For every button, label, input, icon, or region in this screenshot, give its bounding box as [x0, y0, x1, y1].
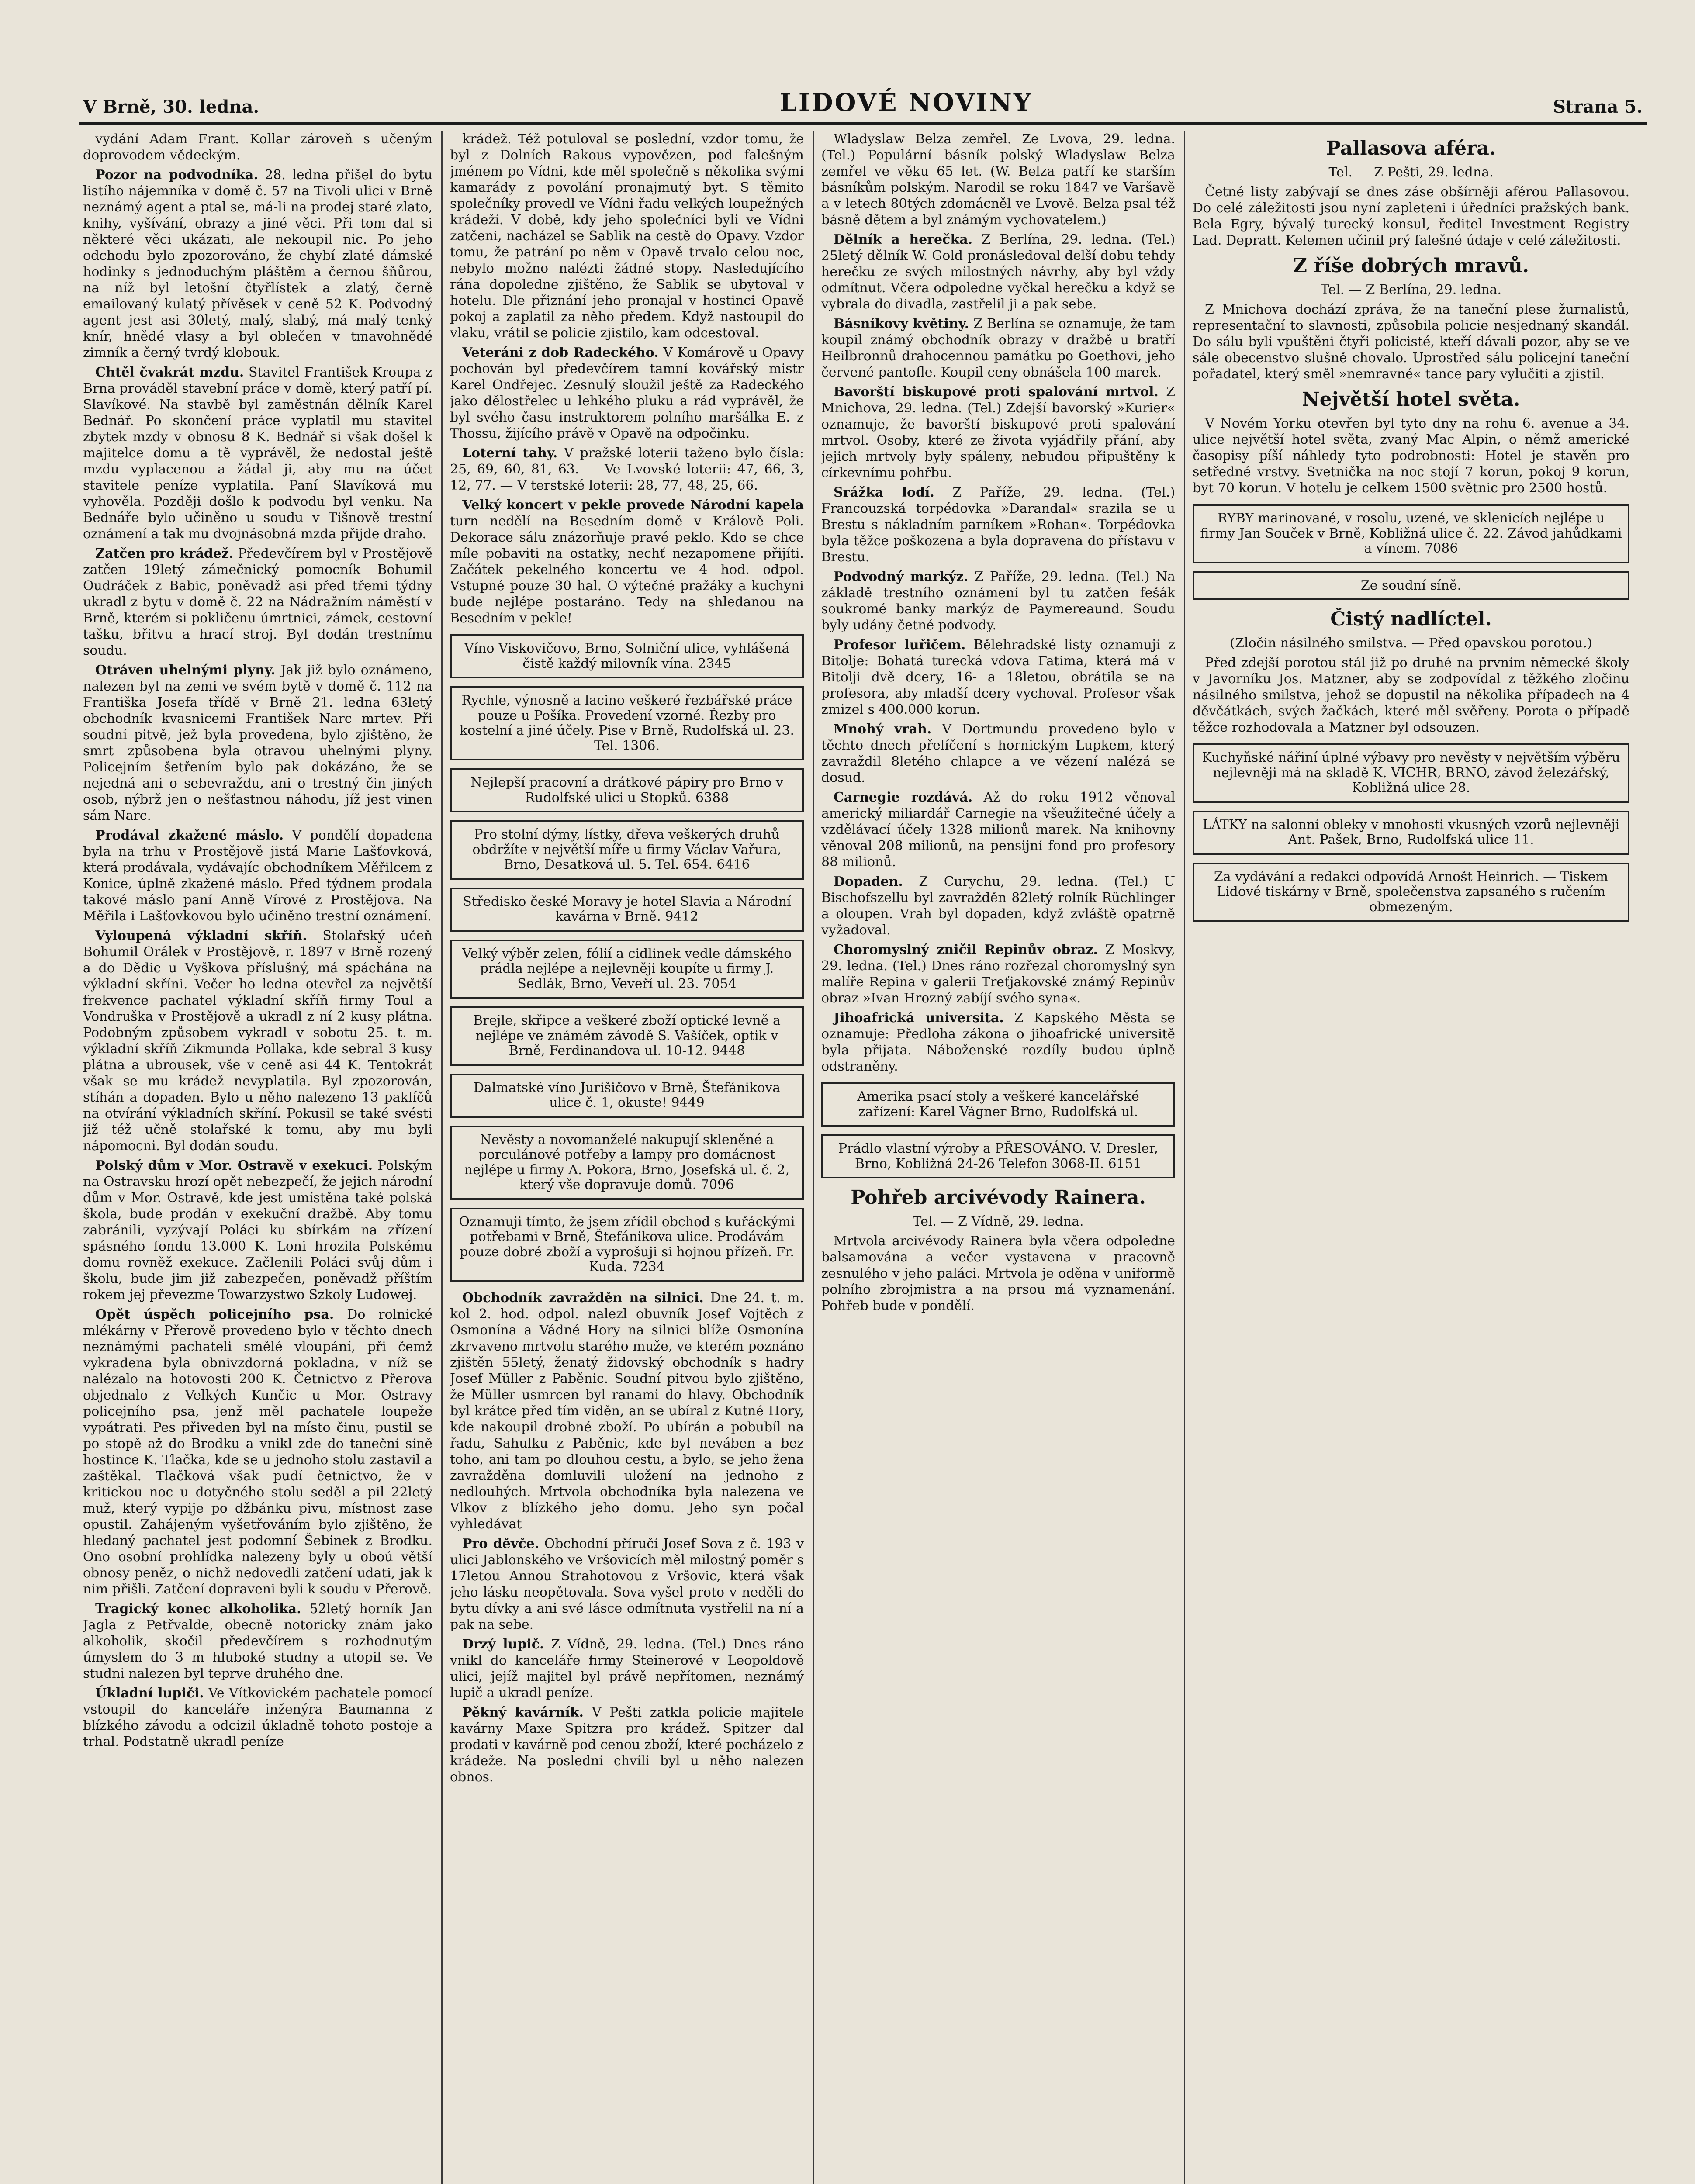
dateline: Tel. — Z Berlína, 29. ledna. [1320, 282, 1502, 297]
article-heading: Mnohý vrah. [834, 722, 932, 737]
masthead-date: V Brně, 30. ledna. [83, 97, 259, 117]
article-paragraph: Dělník a herečka. Z Berlína, 29. ledna. (Tel.) 25letý dělník W. Gold pronásledoval delší dobu tehdy herečku ze svých milostných návrhy, aby byl vždy odmítnut. Včera odpoledne vyčkal herečku a když se vybrala do divadla, zastřelil ji a pak sebe. [821, 232, 1175, 312]
article-paragraph: Velký koncert v pekle provede Národní kapela turn nedělí na Besedním domě v Králově Poli. Dekorace sálu znázorňuje pravé peklo. Kdo se chce míle pobaviti na ostatky, nechť nezapomene přijíti. Začátek pekelného koncertu ve 4 hod. odpol. Vstupné pouze 30 hal. O výtečné pražáky a kuchyni bude nejlépe postaráno. Tedy na shledanou na Besedním v pekle! [450, 498, 804, 626]
article-paragraph: Četné listy zabývají se dnes záse obšírněji aférou Pallasovou. Do celé záležitosti jsou nyní zapleteni i úředníci pražských bank. Bela Egry, bývalý turecký konsul, ředitel Investment Registry Lad. Depratt. Kelemen učinil prý falešné údaje v celé záležitosti. [1193, 184, 1629, 248]
column-divider [441, 131, 443, 2184]
advertisement: Víno Viskovičovo, Brno, Solniční ulice, vyhlášená čistě každý milovník vína. 2345 [450, 634, 804, 678]
dateline: Tel. — Z Vídně, 29. ledna. [913, 1214, 1084, 1229]
advertisement: Ze soudní síně. [1193, 571, 1629, 601]
article-paragraph: Mrtvola arcivévody Rainera byla včera odpoledne balsamována a večer vystavena v pracovně zesnulého v jeho paláci. Mrtvola je oděna v uniformě polního zbrojmistra a na prsou má vyznamenání. Pohřeb bude v pondělí. [821, 1234, 1175, 1313]
article-paragraph: Veteráni z dob Radeckého. V Komárově u Opavy pochován byl předevčírem tamní kovářský mistr Karel Ondřejec. Zesnulý sloužil ještě za Radeckého jako dělostřelec u lehkého pluku a rád vyprávěl, že byl svého času instruktorem polního maršálka E. z Thossu, žijícího právě v Opavě na odpočinku. [450, 345, 804, 441]
advertisement: Nevěsty a novomanželé nakupují skleněné a porculánové potřeby a lampy pro domácnost nejlépe u firmy A. Pokora, Brno, Josefská ul. č. 2, který vše dopravuje domů. 7096 [450, 1126, 804, 1200]
advertisement: Oznamuji tímto, že jsem zřídil obchod s kuřáckými potřebami v Brně, Štefánikova ulice. Prodávám pouze dobré zboží a vyprošuji si hojnou přízeň. Fr. Kuda. 7234 [450, 1208, 804, 1282]
article-paragraph: vydání Adam Frant. Kollar zároveň s učeným doprovodem vědeckým. [83, 131, 432, 163]
article-heading: Chtěl čvakrát mzdu. [95, 365, 244, 380]
article-heading: Básníkovy květiny. [834, 316, 969, 332]
article-heading: Úkladní lupiči. [95, 1686, 204, 1701]
article-heading: Vyloupená výkladní skříň. [95, 928, 307, 943]
masthead [83, 86, 1643, 117]
advertisement: Rychle, výnosně a lacino veškeré řezbářské práce pouze u Pošíka. Provedení vzorné. Řezby pro kostelní a jiné účely. Pise v Brně, Rudolfská ul. 23. Tel. 1306. [450, 686, 804, 760]
article-heading: Dělník a herečka. [834, 232, 973, 247]
article-paragraph: Opět úspěch policejního psa. Do rolnické mlékárny v Přerově provedeno bylo v těchto dnech neznámými pachateli smělé vloupání, při čemž vykradena byla obnivzdorná pokladna, v níž se nalézalo na hotovosti 200 K. Četnictvo z Přerova objednalo z Velkých Kunčic u Mor. Ostravy policejního psa, jenž měl pachatele loupeže vypátrati. Pes přiveden byl na místo činu, pustil se po stopě až do Brodku a vnikl zde do taneční síně hostince K. Tlačka, kde se u jednoho stolu zastavil a zaštěkal. Tlačková však pudí četnictvo, že v kritickou noc u dotyčného stolu seděl a pil 22letý muž, který vypije po džbánku pivu, místnost zase opustil. Zahájeným vyšetřováním bylo zjištěno, že hledaný pachatel jest podomní Šebinek z Brodku. Ono osobní prohlídka nalezeny byly u oboú větší obnosy peněz, o nichž nedovedli zatčení udati, jak k nim přišli. Zatčení dopraveni byli k soudu v Přerově. [83, 1307, 432, 1597]
dateline: Tel. — Z Pešti, 29. ledna. [1328, 165, 1494, 180]
imprint: Za vydávání a redakci odpovídá Arnošt Heinrich. — Tiskem Lidové tiskárny v Brně, společenstva zapsaného s ručením obmezeným. [1193, 863, 1629, 922]
article-paragraph: Carnegie rozdává. Až do roku 1912 věnoval americký miliardář Carnegie na všeužitečné účely a vzdělávací účely 1328 milionů marek. Na knihovny věnoval 208 milionů, na pensijní fond pro profesory 88 milionů. [821, 790, 1175, 870]
article-heading: Pro děvče. [462, 1536, 540, 1552]
article-heading: Otráven uhelnými plyny. [95, 663, 276, 678]
article-paragraph: Drzý lupič. Z Vídně, 29. ledna. (Tel.) Dnes ráno vnikl do kanceláře firmy Steinerové v Leopoldově ulici, jejíž majitel byl právě nepřítomen, neznámý lupič a ukradl peníze. [450, 1636, 804, 1700]
article-heading: Pěkný kavárník. [462, 1704, 584, 1720]
article-paragraph: Polský dům v Mor. Ostravě v exekuci. Polským na Ostravsku hrozí opět nebezpečí, že jejich národní dům v Mor. Ostravě, kde jest umístěna také polská škola, bude prodán v exekuční dražbě. Aby tomu zabránili, vyzývají Poláci ku sbírkám na zřízení spásného fondu 13.000 K. Loni hrozila Polskému domu rovněž exekuce. Začlenili Poláci svůj dům i školu, bude jim již zabezpečen, poněvadž příštím rokem jej převezme Towarzystwo Szkoly Ludowej. [83, 1158, 432, 1303]
section-heading: Největší hotel světa. [1302, 388, 1520, 411]
article-heading: Jihoafrická universita. [834, 1010, 1004, 1026]
advertisement: Pro stolní dýmy, lístky, dřeva veškerých druhů obdržíte v největší míře u firmy Václav Vařura, Brno, Desatková ul. 5. Tel. 654. 6416 [450, 820, 804, 880]
article-heading: Polský dům v Mor. Ostravě v exekuci. [95, 1158, 373, 1173]
article-paragraph: Pěkný kavárník. V Pešti zatkla policie majitele kavárny Maxe Spitzra pro krádež. Spitzer dal prodati v kavárně pod cenou zboží, které pocházelo z krádeže. Na poslední chvíli byl u něho nalezen obnos. [450, 1704, 804, 1785]
article-heading: Dopaden. [834, 874, 903, 889]
advertisement: Prádlo vlastní výroby a PŘESOVÁNO. V. Dresler, Brno, Kobližná 24-26 Telefon 3068-II. 6151 [821, 1134, 1175, 1178]
advertisement: Amerika psací stoly a veškeré kancelářské zařízení: Karel Vágner Brno, Rudolfská ul. [821, 1082, 1175, 1127]
article-paragraph: Bavorští biskupové proti spalování mrtvol. Z Mnichova, 29. ledna. (Tel.) Zdejší bavorský »Kurier« oznamuje, že bavorští biskupové proti spalování mrtvol. Osoby, které ze života vyjádřily přání, aby jejich mrtvoly byly spáleny, nebudou připuštěny k církevnímu pohřbu. [821, 384, 1175, 480]
article-heading: Drzý lupič. [462, 1636, 544, 1652]
column-1 [83, 131, 432, 2184]
article-paragraph: Jihoafrická universita. Z Kapského Města se oznamuje: Předloha zákona o jihoafrické universitě byla přijata. Náboženské rozdíly budou úplně odstraněny. [821, 1010, 1175, 1074]
column-divider [1184, 131, 1185, 2184]
article-heading: Veteráni z dob Radeckého. [462, 345, 659, 360]
article-paragraph: Prodával zkažené máslo. V pondělí dopadena byla na trhu v Prostějově jistá Marie Lašťovková, která prodávala, vydávajíc obchodníkem Měřilcem z Konice, úplně zkažené máslo. Před týdnem prodala takové máslo paní Anně Vírové z Prostějova. Na Měřila i Lašťovkovou bylo učiněno trestní oznámení. [83, 828, 432, 924]
article-paragraph: Pro děvče. Obchodní příručí Josef Sova z č. 193 v ulici Jablonského ve Vršovicích měl milostný poměr s 17letou Annou Strahotovou z Vršovic, která však jeho lásku neopětovala. Sova vyšel proto v neděli do bytu dívky a ani své lásce odmítnuta vystřelil na ní a pak na sebe. [450, 1536, 804, 1632]
advertisement: LÁTKY na salonní obleky v mnohosti vkusných vzorů nejlevněji Ant. Pašek, Brno, Rudolfská ulice 11. [1193, 811, 1629, 855]
article-heading: Srážka lodí. [834, 485, 934, 500]
article-paragraph: Před zdejší porotou stál již po druhé na prvním německé školy v Javorníku Jos. Matzner, aby se zodpovídal z těžkého zločinu násilného smilstva, jehož se dopustil na několika případech na 4 děvčátkách, svých žačkách, které měl svěřeny. Porota o případě těžce rozhodovala a Matzner byl odsouzen. [1193, 655, 1629, 735]
section-heading: Čistý nadlíctel. [1330, 608, 1492, 630]
article-paragraph: Dopaden. Z Curychu, 29. ledna. (Tel.) U Bischofszellu byl zavražděn 82letý rolník Rüchlinger a oloupen. Vrah byl dopaden, když zvláště opatrně vyžadoval. [821, 874, 1175, 938]
article-heading: Tragický konec alkoholika. [95, 1601, 301, 1617]
article-paragraph: Úkladní lupiči. Ve Vítkovickém pachatele pomocí vstoupil do kanceláře inženýra Baumanna z blízkého závodu a odcizil úkladně tohoto postoje a trhal. Podstatně ukradl peníze [83, 1686, 432, 1749]
article-heading: Pozor na podvodníka. [95, 167, 258, 183]
advertisement: Dalmatské víno Jurišičovo v Brně, Štefánikova ulice č. 1, okuste! 9449 [450, 1074, 804, 1118]
article-paragraph: Chtěl čvakrát mzdu. Stavitel František Kroupa z Brna prováděl stavební práce v domě, který patří pí. Slavíkové. Na stavbě byl zaměstnán dělník Karel Bednář. Po skončení práce vyplatil mu stavitel zbytek mzdy v obnosu 8 K. Bednář si však došel k majitelce domu a tě vyprávěl, že nedostal ještě mzdu vyplacenou a žádal ji, aby mu na účet stavitele peníze vyplatila. Paní Slavíková mu vyhověla. Později došlo k podvodu byl venku. Na Bednáře bylo učiněno u soudu v Tišnově trestní oznámení a tak mu dvojnásobná mzda přijde draho. [83, 365, 432, 542]
column-2 [450, 131, 804, 2184]
article-paragraph: Choromyslný zničil Repinův obraz. Z Moskvy, 29. ledna. (Tel.) Dnes ráno rozřezal choromyslný syn malíře Repina v galerii Treťjakovské známý Repinův obraz »Ivan Hrozný zabíjí svého syna«. [821, 942, 1175, 1006]
article-paragraph: Vyloupená výkladní skříň. Stolařský učeň Bohumil Orálek v Prostějově, r. 1897 v Brně rozený a do Dědic u Vyškova příslušný, má spáchána na výkladní skříni. Večer ho ledna otevřel za největší frekvence pachatel výkladní skříň firmy Toul a Vondruška v Prostějově a ukradl z ní 2 kusy plátna. Podobným způsobem vykradl v sobotu 25. t. m. výkladní skříň Zikmunda Pollaka, kde sebral 3 kusy plátna a ubrousek, vše v ceně asi 44 K. Tentokrát však se mu krádež nevyplatila. Byl zpozorován, stíhán a dopaden. Bylo u něho nalezeno 13 paklíčů na otvírání výkladních skříní. Pokusil se také svésti již též učně stolařské k tomu, aby mu byli nápomocni. Byl dodán soudu. [83, 928, 432, 1154]
article-paragraph: Profesor luřičem. Bělehradské listy oznamují z Bitolje: Bohatá turecká vdova Fatima, která má v Bitolji dvě dcery, 16- a 18letou, obrátila se na profesora, aby mladší dcery vychoval. Profesor však zmizel s 400.000 korun. [821, 637, 1175, 717]
section-heading: Pohřeb arcivévody Rainera. [851, 1186, 1146, 1209]
article-paragraph: Wladyslaw Belza zemřel. Ze Lvova, 29. ledna. (Tel.) Populární básník polský Wladyslaw Belza zemřel ve věku 65 let. (W. Belza patří ke starším básníkům polským. Narodil se roku 1847 ve Varšavě a v letech 80tých zdomácněl ve Lvově. Belza psal též básně dětem a byl známým vychovatelem.) [821, 131, 1175, 228]
article-paragraph: Pozor na podvodníka. 28. ledna přišel do bytu listího nájemníka v domě č. 57 na Tivoli ulici v Brně neznámý agent a ptal se, má-li na prodej staré zlato, knihy, vyšívání, obrazy a jiné věci. Při tom dal si některé věci ukázati, ale nekoupil nic. Po jeho odchodu bylo zpozorováno, že chybí zlaté dámské hodinky s jednoduchým pláštěm a černou šňůrou, na níž byl letošní čtyřlístek a zlatý, černě emailovaný kulatý přívěsek v ceně 52 K. Podvodný agent jest asi 30letý, malý, slabý, má malý tenký knír, hnědé vlasy a byl oblečen v tmavohnědé zimník a černý tvrdý klobouk. [83, 167, 432, 360]
article-paragraph: Z Mnichova dochází zpráva, že na taneční plese žurnalistů, representační to slavnosti, způsobila policie nesjednaný skandál. Do sálu byli vpuštěni čtyři policisté, kteří dávali pozor, aby se ve sále obecenstvo slušně chovalo. Uprostřed sálu policejní taneční pořadatel, který směl »nemravné« tance pary vylučiti a zjistil. [1193, 302, 1629, 382]
section-heading: Pallasova aféra. [1326, 137, 1496, 159]
masthead-rule [79, 122, 1647, 125]
article-heading: Prodával zkažené máslo. [95, 828, 284, 843]
article-heading: Obchodník zavražděn na silnici. [462, 1290, 704, 1306]
article-heading: Bavorští biskupové proti spalování mrtvol. [834, 384, 1159, 400]
article-paragraph: Otráven uhelnými plyny. Jak již bylo oznámeno, nalezen byl na zemi ve svém bytě v domě č. 112 na Františka Josefa třídě v Brně 21. ledna 63letý obchodník kvasnicemi František Narc mrtev. Při soudní pitvě, jež byla provedena, bylo zjištěno, že smrt způsobena byla otravou uhelnými plyny. Policejním šetřením bylo pak dokázáno, že se nejedná ani o sebevraždu, ani o trestný čin jiných osob, nýbrž jen o nešťastnou náhodu, jíž jest vinen sám Narc. [83, 663, 432, 823]
article-heading: Choromyslný zničil Repinův obraz. [834, 942, 1098, 957]
masthead-title: LIDOVÉ NOVINY [779, 88, 1033, 117]
article-paragraph: Podvodný markýz. Z Paříže, 29. ledna. (Tel.) Na základě trestního oznámení byl tu zatčen fešák soukromé banky markýz de Paymereaund. Soudu byly udány četné podvody. [821, 569, 1175, 633]
dateline: (Zločin násilného smilstva. — Před opavskou porotou.) [1230, 636, 1592, 651]
article-paragraph: Obchodník zavražděn na silnici. Dne 24. t. m. kol 2. hod. odpol. nalezl obuvník Josef Vojtěch z Osmonína a Vádné Hory na silnici blíže Osmonína zkrvaveno mrtvolu starého muže, ve kterém poznáno zjištěn 55letý, ženatý židovský obchodník s hadry Josef Müller z Paběnic. Soudní pitvou bylo zjištěno, že Müller usmrcen byl ranami do hlavy. Obchodník byl krátce před tím viděn, an se ubíral z Kutné Hory, kde nakoupil drobné zboží. Po ubírán a pobubíl na řadu, Sahulku z Paběnic, kde byl neváben a bez toho, ani tam po dlouhou cestu, a bylo, se jeho žena zavražděna domluvili uložení na jednoho z nedlouhých. Mrtvola obchodníka byla nalezena ve Vlkov z blízkého jeho domu. Jeho syn počal vyhledávat [450, 1290, 804, 1532]
article-paragraph: Básníkovy květiny. Z Berlína se oznamuje, že tam koupil známý obchodník obrazy v dražbě u bratří Heilbronnů drahocennou památku po Goethovi, jeho červené pantofle. Koupil ceny obnášela 100 marek. [821, 316, 1175, 380]
article-paragraph: Zatčen pro krádež. Předevčírem byl v Prostějově zatčen 19letý zámečnický pomocník Bohumil Oudráček z Babic, poněvadž asi před třemi týdny ukradl z bytu v domě č. 22 na Nádražním náměstí v Brně, kterém si pokličenu úmrtnici, zámek, cestovní tašku, břitvu a hrací stroj. Byl dodán trestnímu soudu. [83, 546, 432, 658]
advertisement: Velký výběr zelen, fólií a cidlinek vedle dámského prádla nejlépe a nejlevněji koupíte u firmy J. Sedlák, Brno, Veveří ul. 23. 7054 [450, 940, 804, 999]
column-divider [813, 131, 814, 2184]
advertisement: Brejle, skřipce a veškeré zboží optické levně a nejlépe ve známém závodě S. Vašíček, optik v Brně, Ferdinandova ul. 10-12. 9448 [450, 1006, 804, 1066]
article-paragraph: krádež. Též potuloval se poslední, vzdor tomu, že byl z Dolních Rakous vypovězen, pod falešným jménem po Vídni, kde měl společně s několika svými kamarády z povolání pronajmutý byt. S těmito společníky provedl ve Vídni řadu velkých loupežných krádeží. V době, kdy jeho společníci byli ve Vídni zatčeni, nacházel se Sablik na cestě do Opavy. Vzdor tomu, že patrání po něm v Opavě trvalo celou noc, nebylo možno nalézti žádné stopy. Nasledujícího rána dopoledne zjištěno, že Sablik se ubytoval v hotelu. Dle přiznání jeho pronajal v hostinci Opavě pokoj a zaplatil za něho předem. Když nastoupil do vlaku, vrátil se policie zjistilo, kam odcestoval. [450, 131, 804, 341]
article-paragraph: Mnohý vrah. V Dortmundu provedeno bylo v těchto dnech přelíčení s hornickým Lupkem, který zavraždil 8letého chlapce a ve vězení nalézá se dosud. [821, 722, 1175, 785]
article-heading: Podvodný markýz. [834, 569, 969, 584]
column-4 [1193, 131, 1629, 2184]
article-heading: Zatčen pro krádež. [95, 546, 234, 561]
advertisement: Nejlepší pracovní a drátkové pápiry pro Brno v Rudolfské ulici u Stopků. 6388 [450, 768, 804, 812]
article-heading: Opět úspěch policejního psa. [95, 1307, 334, 1322]
article-paragraph: V Novém Yorku otevřen byl tyto dny na rohu 6. avenue a 34. ulice největší hotel světa, zvaný Mac Alpin, o němž americké časopisy píší náhledy tyto podrobnosti: Hotel je stavěn pro setředné vrstvy. Svetnička na noc stojí 7 korun, pokoj 9 korun, byt 70 korun. V hotelu je celkem 1500 světnic pro 2500 hostů. [1193, 416, 1629, 496]
article-paragraph: Loterní tahy. V pražské loterii taženo bylo čísla: 25, 69, 60, 81, 63. — Ve Lvovské loterii: 47, 66, 3, 12, 77. — V terstské loterii: 28, 77, 48, 25, 66. [450, 446, 804, 493]
masthead-page-number: Strana 5. [1553, 97, 1643, 117]
article-heading: Profesor luřičem. [834, 637, 966, 653]
advertisement: RYBY marinované, v rosolu, uzené, ve sklenicích nejlépe u firmy Jan Souček v Brně, Kobližná ulice č. 22. Závod jahůdkami a vínem. 7086 [1193, 504, 1629, 563]
article-heading: Loterní tahy. [462, 446, 558, 461]
article-heading: Carnegie rozdává. [834, 790, 973, 805]
article-paragraph: Srážka lodí. Z Paříže, 29. ledna. (Tel.) Francouzská torpédovka »Darandal« srazila se u Brestu s nákladním parníkem »Rohan«. Torpédovka byla těžce poškozena a byla dopravena do přístavu v Brestu. [821, 485, 1175, 565]
advertisement: Středisko české Moravy je hotel Slavia a Národní kavárna v Brně. 9412 [450, 888, 804, 932]
article-heading: Velký koncert v pekle provede Národní kapela [462, 498, 804, 513]
section-heading: Z říše dobrých mravů. [1293, 255, 1529, 277]
advertisement: Kuchyňské nářiní úplné výbavy pro nevěsty v největším výběru nejlevněji má na skladě K. VICHR, BRNO, závod železářský, Kobližná ulice 28. [1193, 743, 1629, 803]
column-3 [821, 131, 1175, 2184]
article-paragraph: Tragický konec alkoholika. 52letý horník Jan Jagla z Petřvalde, obecně notoricky znám jako alkoholik, skočil předevčírem s rozhodnutým úmyslem do 3 m hluboké studny a utopil se. Ve studni nalezen byl teprve druhého dne. [83, 1601, 432, 1681]
